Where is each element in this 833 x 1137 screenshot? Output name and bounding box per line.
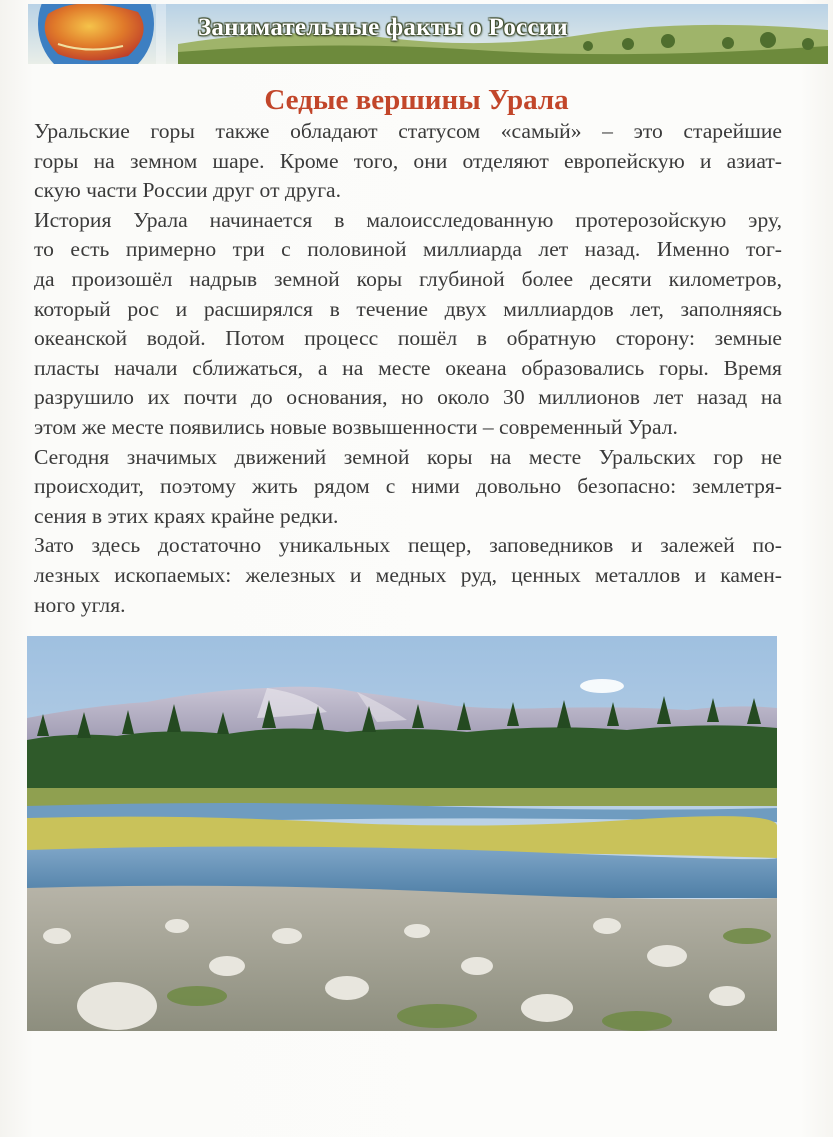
ural-landscape-photo <box>27 636 777 1031</box>
text-line: горы на земном шаре. Кроме того, они отделяют европейскую и азиат- <box>34 148 782 173</box>
text-line: Уральские горы также обладают статусом «самый» – это старейшие <box>34 119 782 143</box>
text-line: разрушило их почти до основания, но около 30 миллионов лет назад на <box>34 385 782 410</box>
paragraph-4 <box>34 531 782 620</box>
text-line: Зато здесь достаточно уникальных пещер, заповедников и залежей по- <box>34 533 782 558</box>
text-line: происходит, поэтому жить рядом с ними довольно безопасно: землетря- <box>34 474 782 499</box>
article-body <box>34 117 782 620</box>
text-line: ного угля. <box>34 592 126 617</box>
paragraph-1 <box>34 117 782 206</box>
text-line: да произошёл надрыв земной коры глубиной более десяти километров, <box>34 266 782 291</box>
text-line: то есть примерно три с половиной миллиарда лет назад. Именно тог- <box>34 237 782 262</box>
header-title: Занимательные факты о России <box>198 14 568 41</box>
text-line: скую части России друг от друга. <box>34 178 342 203</box>
text-line: этом же месте появились новые возвышенности – современный Урал. <box>34 414 678 439</box>
paragraph-2 <box>34 206 782 443</box>
text-line: сения в этих краях крайне редки. <box>34 503 339 528</box>
text-line: который рос и расширялся в течение двух миллиардов лет, заполняясь <box>34 296 782 321</box>
text-line: Сегодня значимых движений земной коры на месте Уральских гор не <box>34 444 782 469</box>
article-title: Седые вершины Урала <box>264 84 569 116</box>
page-header <box>28 4 828 64</box>
paragraph-3 <box>34 443 782 532</box>
text-line: океанской водой. Потом процесс пошёл в обратную сторону: земные <box>34 326 782 351</box>
text-line: История Урала начинается в малоисследованную протерозойскую эру, <box>34 207 782 232</box>
text-line: пласты начали сближаться, а на месте океана образовались горы. Время <box>34 355 782 380</box>
text-line: лезных ископаемых: железных и медных руд, ценных металлов и камен- <box>34 562 782 587</box>
